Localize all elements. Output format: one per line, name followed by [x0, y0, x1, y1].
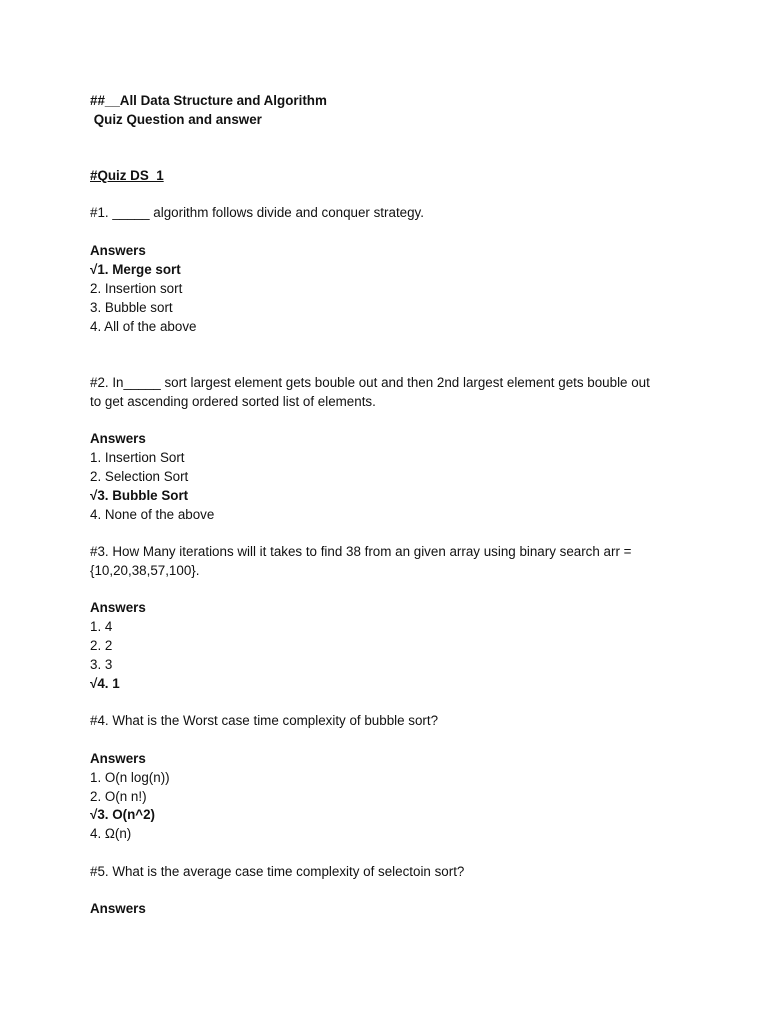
question-2-option-3-correct: √3. Bubble Sort — [90, 488, 189, 503]
question-2-option-4: 4. None of the above — [90, 507, 215, 522]
question-4-text: #4. What is the Worst case time complexity of bubble sort? — [90, 713, 439, 728]
question-2-option-2: 2. Selection Sort — [90, 469, 189, 484]
question-2-text-line-2: to get ascending ordered sorted list of elements. — [90, 394, 376, 409]
question-4-answers-label: Answers — [90, 751, 146, 766]
question-4-option-3-correct: √3. O(n^2) — [90, 807, 156, 822]
question-1-option-2: 2. Insertion sort — [90, 281, 183, 296]
question-3-answers-label: Answers — [90, 600, 146, 615]
question-4-option-4: 4. Ω(n) — [90, 826, 132, 841]
question-3-option-4-correct: √4. 1 — [90, 676, 120, 691]
question-1-option-3: 3. Bubble sort — [90, 300, 173, 315]
question-1-answers-label: Answers — [90, 243, 146, 258]
question-2-text-line-1: #2. In_____ sort largest element gets bouble out and then 2nd largest element gets bouble out — [90, 375, 650, 390]
question-4-option-2: 2. O(n n!) — [90, 789, 147, 804]
document-subtitle: Quiz Question and answer — [90, 112, 262, 127]
question-3-option-3: 3. 3 — [90, 657, 113, 672]
question-5-answers-label: Answers — [90, 901, 146, 916]
question-3-text-line-1: #3. How Many iterations will it takes to find 38 from an given array using binary search arr = — [90, 544, 632, 559]
question-3-text-line-2: {10,20,38,57,100}. — [90, 563, 200, 578]
question-3-option-2: 2. 2 — [90, 638, 113, 653]
question-5-text: #5. What is the average case time complexity of selectoin sort? — [90, 864, 465, 879]
question-2-answers-label: Answers — [90, 431, 146, 446]
question-2-option-1: 1. Insertion Sort — [90, 450, 185, 465]
question-4-option-1: 1. O(n log(n)) — [90, 770, 170, 785]
question-1-option-1-correct: √1. Merge sort — [90, 262, 181, 277]
document-title: ##__All Data Structure and Algorithm — [90, 93, 327, 108]
question-1-text: #1. _____ algorithm follows divide and conquer strategy. — [90, 205, 424, 220]
question-1-option-4: 4. All of the above — [90, 319, 197, 334]
question-3-option-1: 1. 4 — [90, 619, 113, 634]
section-heading: #Quiz DS_1 — [90, 168, 164, 183]
